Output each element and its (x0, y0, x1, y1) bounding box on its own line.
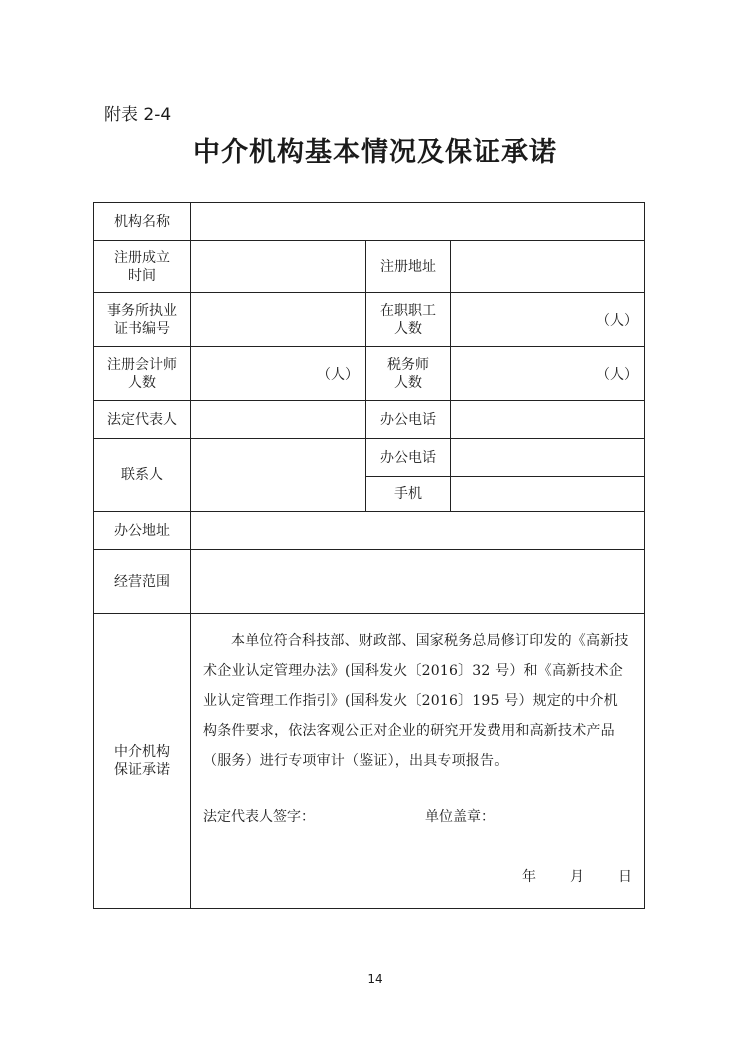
contact-person-label: 联系人 (94, 439, 191, 512)
mobile-field[interactable] (451, 477, 645, 512)
staff-unit: （人） (596, 312, 639, 329)
contact-office-phone-field[interactable] (451, 439, 645, 477)
license-number-field[interactable] (191, 293, 366, 347)
contact-person-field[interactable] (191, 439, 366, 512)
office-phone-field[interactable] (451, 401, 645, 439)
mobile-label: 手机 (366, 477, 451, 512)
tax-agent-unit: （人） (596, 366, 639, 383)
staff-count-label: 在职职工 人数 (366, 293, 451, 347)
registration-time-label: 注册成立 时间 (94, 241, 191, 293)
legal-signature-label: 法定代表人签字： (203, 809, 315, 825)
institution-name-field[interactable] (191, 203, 645, 241)
business-scope-field[interactable] (191, 550, 645, 614)
year-label: 年 (522, 869, 537, 885)
office-address-field[interactable] (191, 512, 645, 550)
date-row (522, 866, 632, 886)
institution-form-table (93, 202, 645, 909)
license-number-label: 事务所执业 证书编号 (94, 293, 191, 347)
signature-row (203, 806, 632, 826)
pledge-cell (191, 614, 645, 909)
tax-agent-count-field[interactable] (451, 347, 645, 401)
registration-time-field[interactable] (191, 241, 366, 293)
registration-address-label: 注册地址 (366, 241, 451, 293)
page-title: 中介机构基本情况及保证承诺 (193, 137, 557, 168)
office-phone-label: 办公电话 (366, 401, 451, 439)
pledge-text: 本单位符合科技部、财政部、国家税务总局修订印发的《高新技术企业认定管理办法》(国科发火〔2016〕32 号）和《高新技术企业认定管理工作指引》(国科发火〔2016〕195 号）规定的中介机构条件要求，依法客观公正对企业的研究开发费用和高新技术产品（服务）进行专项审计（鉴证），出具专项报告。 (203, 633, 629, 769)
tax-agent-count-label: 税务师 人数 (366, 347, 451, 401)
pledge-label: 中介机构 保证承诺 (94, 614, 191, 909)
business-scope-label: 经营范围 (94, 550, 191, 614)
contact-office-phone-label: 办公电话 (366, 439, 451, 477)
institution-name-label: 机构名称 (94, 203, 191, 241)
cpa-count-field[interactable] (191, 347, 366, 401)
legal-representative-field[interactable] (191, 401, 366, 439)
day-label: 日 (618, 869, 633, 885)
cpa-count-label: 注册会计师 人数 (94, 347, 191, 401)
unit-seal-label: 单位盖章： (425, 809, 495, 825)
appendix-number: 附表 2-4 (104, 105, 172, 125)
staff-count-field[interactable] (451, 293, 645, 347)
legal-representative-label: 法定代表人 (94, 401, 191, 439)
office-address-label: 办公地址 (94, 512, 191, 550)
month-label: 月 (570, 869, 585, 885)
registration-address-field[interactable] (451, 241, 645, 293)
page-number: 14 (367, 972, 383, 986)
cpa-unit: （人） (317, 366, 359, 383)
